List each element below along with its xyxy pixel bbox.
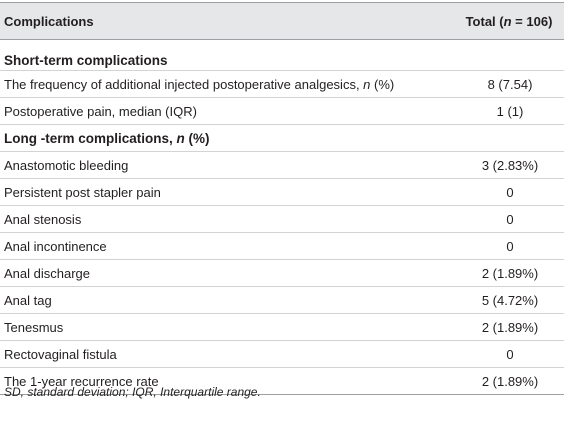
table-header-row <box>0 3 564 40</box>
section-title-n: n <box>176 130 185 146</box>
table-footnote: SD, standard deviation; IQR, Interquartile range. <box>4 385 261 399</box>
row-label: Anal stenosis <box>0 206 456 233</box>
row-label: Rectovaginal fistula <box>0 341 456 368</box>
header-complications: Complications <box>0 3 456 40</box>
header-total <box>456 3 564 40</box>
table-row <box>0 314 564 341</box>
table-row <box>0 206 564 233</box>
table-row <box>0 233 564 260</box>
row-label-text: The frequency of additional injected postoperative analgesics, <box>4 76 364 92</box>
row-label: The 1-year recurrence rate <box>0 368 456 395</box>
row-value: 0 <box>456 206 564 233</box>
table-row <box>0 71 564 98</box>
row-value: 1 (1) <box>456 98 564 125</box>
row-label: Postoperative pain, median (IQR) <box>0 98 456 125</box>
row-value: 0 <box>456 179 564 206</box>
complications-table <box>0 2 564 395</box>
table-row <box>0 179 564 206</box>
row-label: Anal discharge <box>0 260 456 287</box>
header-total-suffix: = 106) <box>511 13 553 29</box>
row-label: Anastomotic bleeding <box>0 152 456 179</box>
row-value: 3 (2.83%) <box>456 152 564 179</box>
table-row <box>0 98 564 125</box>
table-row <box>0 287 564 314</box>
section-header-long-term <box>0 125 564 152</box>
row-label <box>0 71 456 98</box>
section-title-text: Long -term complications, <box>4 130 177 146</box>
row-value: 2 (1.89%) <box>456 368 564 395</box>
row-label-n: n <box>363 76 371 92</box>
table-row <box>0 152 564 179</box>
row-value: 0 <box>456 233 564 260</box>
table-row <box>0 341 564 368</box>
header-total-n: n <box>503 13 512 29</box>
section-header-short-term <box>0 50 564 71</box>
row-label: Tenesmus <box>0 314 456 341</box>
row-value: 2 (1.89%) <box>456 260 564 287</box>
row-value: 2 (1.89%) <box>456 314 564 341</box>
row-value: 0 <box>456 341 564 368</box>
row-label: Anal incontinence <box>0 233 456 260</box>
section-title-long-term <box>0 125 564 152</box>
section-title-suffix: (%) <box>184 130 210 146</box>
header-total-prefix: Total ( <box>465 13 504 29</box>
row-value: 5 (4.72%) <box>456 287 564 314</box>
section-title-short-term: Short-term complications <box>0 50 564 71</box>
row-value: 8 (7.54) <box>456 71 564 98</box>
row-label-suffix: (%) <box>370 76 395 92</box>
table-row <box>0 260 564 287</box>
spacer-row <box>0 40 564 51</box>
row-label: Anal tag <box>0 287 456 314</box>
row-label: Persistent post stapler pain <box>0 179 456 206</box>
